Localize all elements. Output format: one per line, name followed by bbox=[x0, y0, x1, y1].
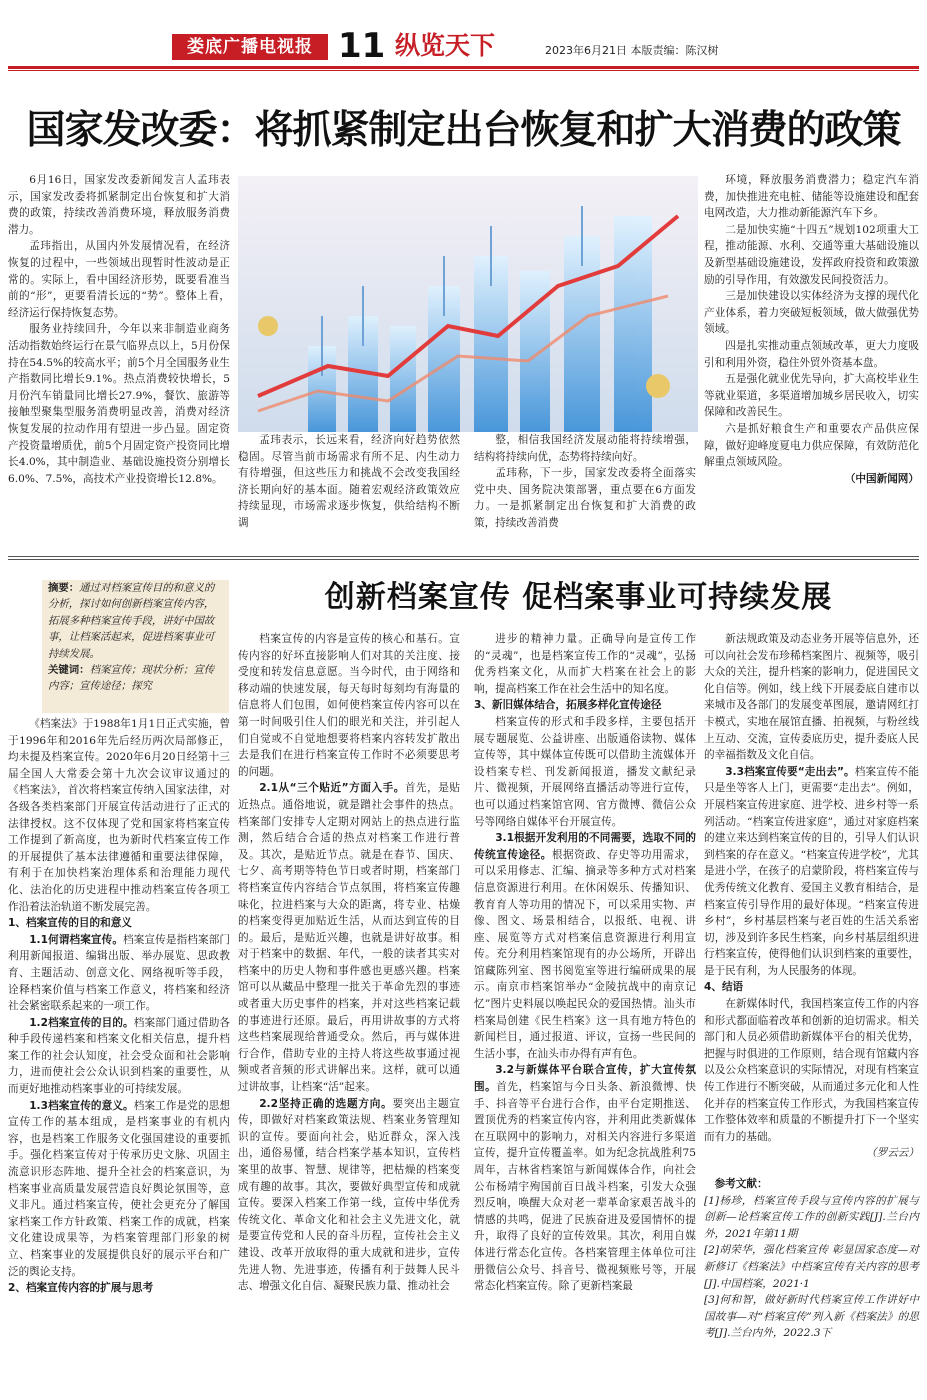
section-heading: 4、结语 bbox=[704, 981, 744, 994]
paragraph: 档案宣传的内容是宣传的核心和基石。宣传内容的好坏直接影响人们对其的关注度、接受度和转发信息意愿。当今时代，由于网络和移动端的快速发展，每天每时每刻均有海量的信息将人们包围，如何使档案宣传内容可以在第一时间吸引住人们的眼光和关注，并引起人们自觉或不自觉地想要将档案内容转发扩散出去是我们在进行档案宣传工作时不必须要思考的问题。 bbox=[238, 633, 460, 778]
article1-column-2 bbox=[238, 432, 460, 532]
keywords-label: 关键词： bbox=[48, 664, 90, 677]
paragraph: 三是加快建设以实体经济为支撑的现代化产业体系，着力突破短板领域，做大做强优势领域。 bbox=[704, 290, 919, 336]
article2-column-1 bbox=[8, 716, 230, 1297]
abstract-box bbox=[42, 580, 229, 713]
subsection-heading: 1.2档案宣传的目的。 bbox=[29, 1016, 134, 1029]
subsection-heading: 2.2坚持正确的选题方向。 bbox=[259, 1097, 393, 1110]
section-divider-thin bbox=[8, 559, 919, 560]
section-heading: 1、档案宣传的目的和意义 bbox=[8, 917, 132, 930]
article1-column-1 bbox=[8, 172, 230, 487]
paragraph: 二是加快实施“十四五”规划102项重大工程，推动能源、水利、交通等重大基础设施以及新型基础设施建设，发挥政府投资和政策激励的引导作用，有效激发民间投资活力。 bbox=[704, 223, 919, 286]
references-title: 参考文献： bbox=[714, 1178, 768, 1190]
paragraph: 档案宣传的形式和手段多样，主要包括开展专题展览、公益讲座、出版通俗读物、媒体宣传等，其中媒体宣传既可以借助主流媒体开设档案专栏、刊发新闻报道，播发文献纪录片、微视频，开展网络直播活动等进行宣传，也可以通过档案馆官网、官方微博、微信公众号等网络自媒体平台开展宣传。 bbox=[474, 715, 696, 828]
subsection-heading: 3.3档案宣传要“走出去”。 bbox=[725, 765, 855, 778]
page-number: 11 bbox=[338, 26, 386, 66]
paragraph: 环境，释放服务消费潜力；稳定汽车消费，加快推进充电桩、储能等设施建设和配套电网改造，大力推动新能源汽车下乡。 bbox=[704, 174, 919, 220]
paragraph: 整，相信我国经济发展动能将持续增强，结构将持续向优，态势将持续向好。 bbox=[474, 434, 696, 463]
subsection-text: 根据资政、存史等功用需求，可以采用修志、汇编、摘录等多种方式对档案信息资源进行利用。在休闲娱乐、传播知识、教育育人等功用的情况下，可以采用实物、声像、图文、场景相结合，以报纸、电视、讲座、展览等方式对档案信息资源进行利用宣传。充分利用档案馆现有的办公场所，开辟出馆藏陈列室、图书阅览室等进行编研成果的展示。南京市档案馆举办“金陵抗战中的南京记忆”图片史料展以唤起民众的爱国热情。汕头市档案局创建《民生档案》这一具有地方特色的新闻栏目，通过报道、评议，宣扬一些民间的生活小事，在汕头市办得有声有色。 bbox=[474, 848, 697, 1060]
paragraph: 服务业持续回升，今年以来非制造业商务活动指数始终运行在景气临界点以上，5月份保持在54.5%的较高水平；前5个月全国服务业生产指数同比增长9.1%。热点消费较快增长，5月份汽车销量同比增长27.9%，餐饮、旅游等接触型聚集型服务消费明显改善，消费对经济恢复发展的拉动作用有望进一步凸显。固定资产投资量增质优，前5个月固定资产投资同比增长4.0%，其中制造业、基础设施投资分别增长6.0%、7.5%，高技术产业投资增长12.8%。 bbox=[8, 323, 230, 485]
subsection-paragraph bbox=[704, 764, 919, 980]
article2-column-2 bbox=[238, 631, 460, 1295]
stock-chart-photo bbox=[238, 176, 698, 432]
subsection-paragraph bbox=[474, 830, 696, 1062]
article2-column-4 bbox=[704, 631, 919, 1342]
subsection-text: 档案工作是党的思想宣传工作的基本组成，是档案事业的有机内容，也是档案工作服务文化强国建设的重要抓手。强化档案宣传对于传承历史文脉、巩固主流意识形态阵地、提升全社会的档案意识，为档案事业高质量发展营造良好舆论氛围等，意义非凡。通过档案宣传，使社会更充分了解国家档案工作方针政策、档案工作的成就，档案文化建设成果等，为档案管理部门形象的树立、档案事业的发展提供良好的展示平台和广泛的舆论支持。 bbox=[8, 1099, 230, 1278]
article1-column-3 bbox=[474, 432, 696, 532]
subsection-paragraph bbox=[238, 1096, 460, 1295]
keywords-text: 档案宣传；现状分析；宣传内容；宣传途径；探究 bbox=[48, 664, 215, 693]
subsection-text: 首先，是贴近热点。通俗地说，就是蹭社会事件的热点。档案部门安排专人定期对网站上的热点进行监测，然后结合合适的热点对档案工作进行普及。其次，是贴近节点。就是在春节、国庆、七夕、高考期等特色节日或者时期，档案部门将档案宣传内容结合节点氛围，将档案宣传趣味化，拉进档案与大众的距离，将专业、枯燥的档案变得更加贴近生活，从而达到宣传的目的。最后，是贴近兴趣，也就是讲好故事。相对于档案中的数据、年代，一般的读者其实对档案中的历史人物和事件感也更感兴趣。档案馆可以从藏品中整理一批关于革命先烈的事迹或者重大历史事件的档案，并对这些档案记载的事迹进行还原。最后，再用讲故事的方式将这些档案展现给普通受众。然后，再与媒体进行合作，借助专业的主持人将这些故事通过视频或者音频的形式讲解出来。这样，就可以通过讲故事，让档案“活”起来。 bbox=[238, 782, 460, 1094]
section-heading: 3、新旧媒体结合，拓展多样化宣传途径 bbox=[474, 699, 662, 712]
paragraph: 《档案法》于1988年1月1日正式实施，曾于1996年和2016年先后经历两次局部修正，均未提及档案宣传。2020年6月20日经第十三届全国人大常委会第十九次会议审议通过的《档案法》，首次将档案宣传纳入国家法律，对各级各类档案部门开展宣传活动进行了正式的法律授权。这不仅体现了党和国家将档案宣传工作提到了新高度，也为新时代档案宣传工作的开展提供了基本法律遵循和重要法律保障，有利于在加快档案治理体系和治理能力现代化、法治化的历史进程中推动档案宣传各项工作沿着法治轨道不断发展完善。 bbox=[8, 718, 230, 913]
reference-item: [2]胡荣华，强化档案宣传 彰显国家态度—对新修订《档案法》中档案宣传有关内容的思考[J].中国档案，2021·1 bbox=[704, 1244, 919, 1290]
subsection-text: 首先，档案馆与今日头条、新浪微博、快手、抖音等平台进行合作，由平台定期推送、置顶优秀的档案宣传内容，并利用此类新媒体在互联网中的影响力，对相关内容进行多渠道宣传，提升宣传覆盖率。如为纪念抗战胜利75周年，吉林省档案馆与新闻媒体合作，向社会公布杨靖宇殉国前百日战斗档案，引发大众强烈反响，唤醒大众对老一辈革命家艰苦战斗的情感的共鸣，促进了民族奋进及爱国情怀的提升，取得了良好的宣传效果。其次，利用自媒体进行常态化宣传。各档案管理主体单位可注册微信公众号、抖音号、微视频账号等，开展常态化档案宣传。除了更新档案最 bbox=[474, 1081, 697, 1293]
paragraph: 孟玮指出，从国内外发展情况看，在经济恢复的过程中，一些领域出现暂时性波动是正常的。实际上，看中国经济形势，既要看准当前的“形”，更要看清长远的“势”。整体上看，经济运行保持恢复态势。 bbox=[8, 240, 230, 319]
paragraph: 四是扎实推动重点领域改革，更大力度吸引和利用外资，稳住外贸外资基本盘。 bbox=[704, 339, 919, 369]
paragraph: 孟玮称，下一步，国家发改委将全面落实党中央、国务院决策部署，重点要在6方面发力。一是抓紧制定出台恢复和扩大消费的政策，持续改善消费 bbox=[474, 467, 696, 529]
rising-chart-illustration bbox=[238, 176, 698, 432]
paragraph: 六是抓好粮食生产和重要农产品供应保障，做好迎峰度夏电力供应保障，有效防范化解重点领域风险。 bbox=[704, 422, 919, 469]
subsection-paragraph bbox=[474, 1062, 696, 1294]
article2-author: （罗云云） bbox=[866, 1147, 919, 1160]
paragraph: 新法规政策及动态业务开展等信息外，还可以向社会发布珍稀档案图片、视频等，吸引大众的关注，提升档案的影响力，促进国民文化自信等。例如，线上线下开展委底自建市以来城市及各部门的发展变革图展，邀请网红打卡模式，实地在展馆直播、拍视频，与粉丝线上互动、交流，宣传委底历史，提升委底人民的幸福指数及文化自信。 bbox=[704, 633, 919, 762]
section-title: 纵览天下 bbox=[395, 31, 496, 60]
subsection-text: 档案部门通过借助各种手段传递档案和档案文化相关信息，提升档案工作的社会认知度，社会受众面和社会影响力，进而使社会公众认识到档案的重要性，从而更好地推动档案事业的可持续发展。 bbox=[8, 1016, 230, 1096]
subsection-paragraph bbox=[238, 780, 460, 1095]
article2-headline: 创新档案宣传 促档案事业可持续发展 bbox=[324, 580, 833, 615]
subsection-text: 档案宣传不能只是坐等客人上门，更需要“走出去”。例如，开展档案宣传进家庭、进学校、进乡村等一系列活动。“档案宣传进家庭”，通过对家庭档案的建立来达到档案宣传的目的，引导人们认识到档案的存在意义。“档案宣传进学校”，尤其是进小学，在孩子的启蒙阶段，将档案宣传与优秀传统文化教育、爱国主义教育相结合，是档案宣传引导作用的最好体现。“档案宣传进乡村”，乡村基层档案与老百姓的生活关系密切，涉及到许多民生档案，向乡村基层组织进行档案宣传，使得他们认识到档案的重要性，是于民有利，为人民服务的体现。 bbox=[704, 765, 919, 977]
abstract-label: 摘要： bbox=[48, 582, 80, 594]
masthead-rule bbox=[8, 66, 919, 69]
newspaper-brand: 娄底广播电视报 bbox=[172, 34, 328, 60]
reference-item: [1]杨珍，档案宣传手段与宣传内容的扩展与创新—论档案宣传工作的创新实践[J].兰台内外，2021年第11期 bbox=[704, 1194, 919, 1240]
masthead-rule-thin bbox=[8, 70, 919, 71]
article1-headline: 国家发改委：将抓紧制定出台恢复和扩大消费的政策 bbox=[26, 108, 901, 153]
subsection-heading: 1.3档案宣传的意义。 bbox=[29, 1099, 134, 1112]
subsection-heading: 3.1根据开发利用的不同需要，选取不同的传统宣传途径。 bbox=[474, 832, 696, 861]
paragraph: 在新媒体时代，我国档案宣传工作的内容和形式都面临着改革和创新的迫切需求。相关部门和人员必须借助新媒体平台的相关优势，把握与时俱进的工作原则，结合现有馆藏内容以及公众档案意识的实际情况，对现有档案宣传工作进行不断突破，从而通过多元化和人性化并存的档案宣传工作形式，为我国档案宣传工作整体效率和质量的不断提升打下一个坚实而有力的基础。 bbox=[704, 998, 919, 1143]
subsection-paragraph bbox=[8, 1015, 230, 1098]
paragraph: 五是强化就业优先导向，扩大高校毕业生等就业渠道，多渠道增加城乡居民收入，切实保障和改善民生。 bbox=[704, 373, 919, 419]
abstract-text: 通过对档案宣传目的和意义的分析，探讨如何创新档案宣传内容，拓展多种档案宣传手段，讲好中国故事，让档案活起来，促进档案事业可持续发展。 bbox=[48, 582, 215, 660]
article2-column-3 bbox=[474, 631, 696, 1295]
article1-column-4 bbox=[704, 172, 919, 487]
subsection-heading: 2.1从“三个贴近”方面入手。 bbox=[259, 782, 405, 795]
dateline: 2023年6月21日 本版责编：陈汉树 bbox=[545, 44, 719, 57]
subsection-paragraph bbox=[8, 1098, 230, 1281]
paragraph: 6月16日，国家发改委新闻发言人孟玮表示，国家发改委将抓紧制定出台恢复和扩大消费的政策，持续改善消费环境，释放服务消费潜力。 bbox=[8, 174, 230, 236]
subsection-heading: 3.2与新媒体平台联合宣传，扩大宣传氛围。 bbox=[474, 1064, 696, 1094]
paragraph: 进步的精神力量。正确导向是宣传工作的“灵魂”，也是档案宣传工作的“灵魂”，弘扬优秀档案文化，从而扩大档案在社会上的影响，提高档案工作在社会生活中的知名度。 bbox=[474, 633, 696, 695]
paragraph: 孟玮表示，长远来看，经济向好趋势依然稳固。尽管当前市场需求有所不足、内生动力有待增强，但这些压力和挑战不会改变我国经济长期向好的基本面。随着宏观经济政策效应持续显现，市场需求逐步恢复，供给结构不断调 bbox=[238, 434, 460, 529]
article1-source: （中国新闻网） bbox=[844, 472, 919, 485]
subsection-paragraph bbox=[8, 932, 230, 1015]
subsection-heading: 1.1何谓档案宣传。 bbox=[29, 933, 124, 946]
subsection-text: 要突出主题宣传，即做好对档案政策法规、档案业务管理知识的宣传。要面向社会，贴近群众，深入浅出，通俗易懂，结合档案学基本知识，宣传档案里的故事、智慧、规律等，把枯燥的档案变成有趣的故事。其次，要做好典型宣传和成就宣传。要深入档案工作第一线，宣传中华优秀传统文化、革命文化和社会主义先进文化，就是要宣传党和人民的奋斗历程，宣传社会主义建设、改革开放取得的重大成就和进步，宣传先进人物、先进事迹，传播有利于鼓舞人民斗志、增强文化自信、凝聚民族力量、推动社会 bbox=[238, 1097, 460, 1293]
reference-item: [3]何和智，做好新时代档案宣传工作讲好中国故事—对“档案宣传”列入新《档案法》的思考[J].兰台内外，2022.3下 bbox=[704, 1294, 919, 1340]
subsection-text: 档案宣传是指档案部门利用新闻报道、编辑出版、举办展览、思政教育、主题活动、创意文化、网络视听等手段，诠释档案价值与档案工作意义，将档案和经济社会紧密联系起来的一项工作。 bbox=[8, 933, 230, 1013]
section-heading: 2、档案宣传内容的扩展与思考 bbox=[8, 1282, 154, 1295]
section-divider bbox=[8, 556, 919, 557]
